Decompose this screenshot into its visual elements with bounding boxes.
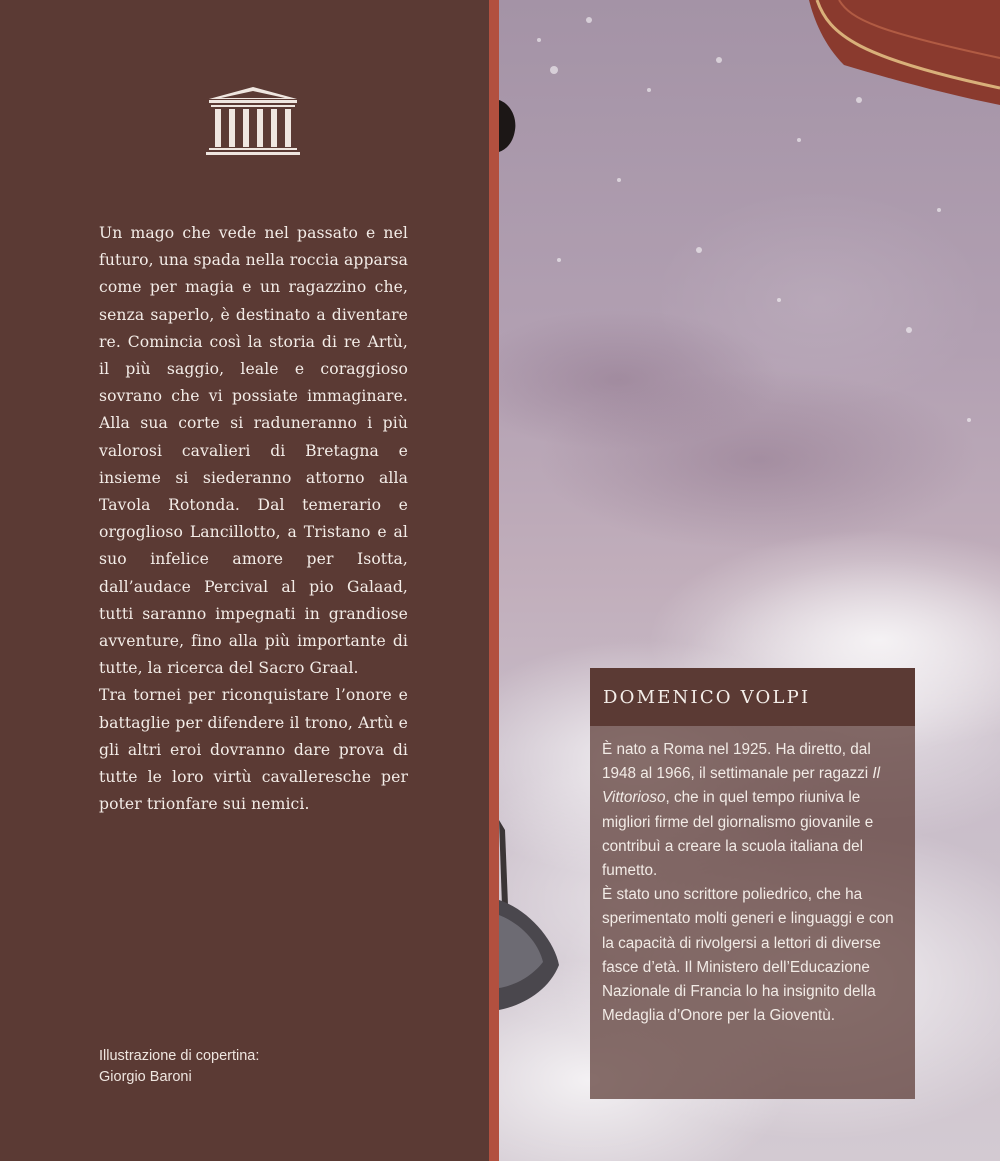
cover-illustration-credit: [99, 1046, 259, 1088]
bio-text-after-title: , che in quel tempo riuniva le migliori firme del giornalismo giovanile e contribuì a creare la scuola italiana del fumetto.: [602, 789, 874, 880]
blurb-paragraph-2: Tra tornei per riconquistare l’onore e battaglie per difendere il trono, Artù e gli altri eroi dovranno dare prova di tutte le loro virtù cavalleresche per poter trionfare sui nemici.: [99, 686, 408, 814]
author-bio-box: [590, 668, 915, 1099]
author-bio-paragraph-2: È stato uno scrittore poliedrico, che ha sperimentato molti generi e linguaggi e con la capacità di rivolgersi a lettori di diverse fasce d’età. Il Ministero dell’Educazione Nazionale di Francia lo ha insignito della Medaglia d’Onore per la Gioventù.: [602, 886, 894, 1025]
book-blurb: [99, 220, 408, 818]
back-cover-text-panel: [0, 0, 489, 1161]
temple-icon: [205, 85, 301, 157]
magazine-title: Il Vittorioso: [602, 765, 881, 807]
author-header: [590, 668, 915, 726]
cover-illustration: [499, 0, 1000, 1161]
spine-stripe: [489, 0, 499, 1161]
author-name: DOMENICO VOLPI: [603, 686, 811, 708]
blurb-paragraph-1: Un mago che vede nel passato e nel futuro, una spada nella roccia apparsa come per magia e un ragazzino che, senza saperlo, è destinato a diventare re. Comincia così la storia di re Artù, il più saggio, leale e coraggioso sovrano che vi possiate immaginare. Alla sua corte si raduneranno i più valorosi cavalieri di Bretagna e insieme si siederanno attorno alla Tavola Rotonda. Dal temerario e orgoglioso Lancillotto, a Tristano e al suo infelice amore per Isotta, dall’audace Percival al pio Galaad, tutti saranno impegnati in grandiose avventure, fino alla più importante di tutte, la ricerca del Sacro Graal.: [99, 224, 408, 678]
bio-text-before-title: È nato a Roma nel 1925. Ha diretto, dal 1948 al 1966, il settimanale per ragazzi: [602, 741, 873, 783]
author-bio-paragraph-1: [602, 738, 902, 883]
credit-illustrator: Giorgio Baroni: [99, 1069, 192, 1085]
credit-label: Illustrazione di copertina:: [99, 1048, 260, 1064]
author-bio: [590, 726, 915, 1028]
